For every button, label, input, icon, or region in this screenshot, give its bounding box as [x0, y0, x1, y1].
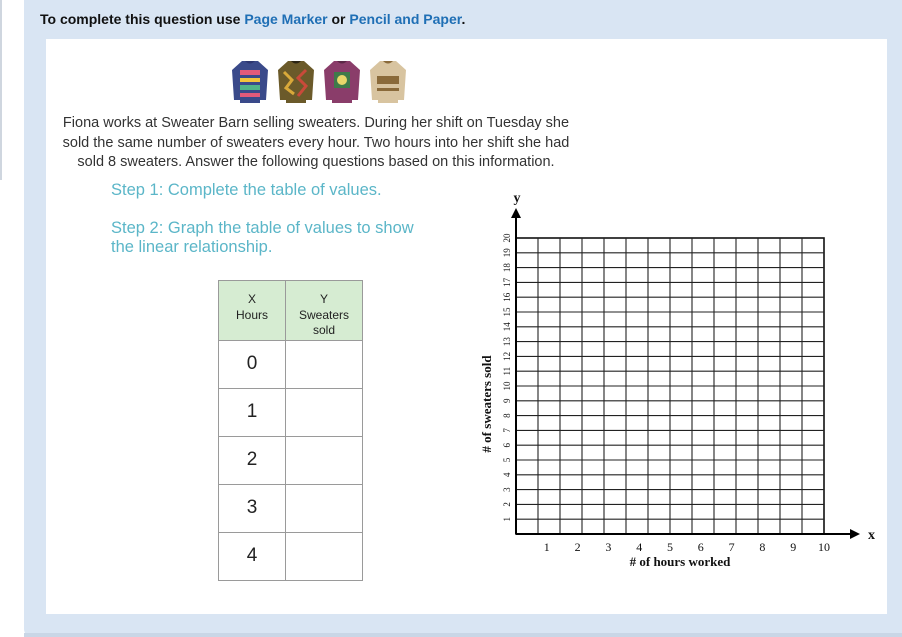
left-edge [0, 0, 2, 180]
instruction-prefix: To complete this question use [40, 11, 245, 27]
instruction-suffix: . [461, 11, 466, 27]
y-tick-label: 8 [502, 413, 512, 418]
step-2-text [111, 219, 451, 257]
instruction-middle: or [327, 11, 350, 27]
step-2-line-2: the linear relationship. [111, 238, 273, 256]
y-tick-label: 15 [502, 307, 512, 317]
x-tick-label: 9 [790, 540, 797, 554]
y-tick-label: 17 [502, 277, 512, 287]
x-tick-label: 3 [605, 540, 612, 554]
y-column-header [286, 281, 363, 341]
y-header-label-1: Sweaters [298, 307, 350, 322]
x-axis-title: # of hours worked [629, 554, 731, 569]
y-axis-arrow-icon [511, 208, 521, 218]
x-tick-label: 1 [543, 540, 550, 554]
y-tick-label: 16 [502, 292, 512, 302]
y-tick-label: 13 [502, 337, 512, 347]
y-tick-label: 2 [502, 502, 512, 507]
x-value-cell: 0 [219, 340, 286, 388]
table-row [219, 532, 363, 580]
sweater-4-icon [368, 58, 408, 104]
y-value-cell[interactable] [286, 436, 363, 484]
x-value-cell: 2 [219, 436, 286, 484]
sweater-1-icon [230, 58, 270, 104]
y-axis-letter: y [513, 191, 521, 206]
y-value-cell[interactable] [286, 340, 363, 388]
y-header-letter: Y [319, 292, 328, 306]
x-axis-arrow-icon [850, 529, 860, 539]
step-1-text: Step 1: Complete the table of values. [111, 181, 382, 199]
y-header-label-2: sold [312, 323, 335, 337]
table-row [219, 436, 363, 484]
coordinate-graph[interactable] [470, 188, 875, 588]
x-header-label: Hours [235, 307, 268, 322]
y-tick-label: 3 [502, 487, 512, 492]
table-row [219, 340, 363, 388]
sweater-images [230, 58, 405, 104]
x-axis-letter: x [868, 528, 875, 543]
x-value-cell: 4 [219, 532, 286, 580]
pencil-and-paper-link[interactable]: Pencil and Paper [349, 11, 462, 27]
y-tick-label: 19 [502, 248, 512, 258]
y-tick-label: 1 [502, 516, 512, 522]
y-tick-label: 11 [502, 366, 512, 376]
table-row [219, 388, 363, 436]
sweater-2-icon [276, 58, 316, 104]
problem-text [52, 114, 580, 173]
x-tick-label: 10 [818, 540, 830, 554]
problem-line-1: Fiona works at Sweater Barn selling sweaters. During her shift on Tuesday she [62, 115, 570, 131]
y-value-cell[interactable] [286, 484, 363, 532]
y-tick-label: 5 [502, 457, 512, 463]
y-tick-label: 9 [502, 398, 512, 404]
x-column-header [219, 281, 286, 341]
x-value-cell: 1 [219, 388, 286, 436]
table-row [219, 484, 363, 532]
y-tick-label: 18 [502, 263, 512, 273]
instruction-line [40, 11, 465, 27]
x-tick-label: 6 [697, 540, 704, 554]
sweater-3-icon [322, 58, 362, 104]
y-axis-title: # of sweaters sold [479, 355, 494, 453]
page-marker-link[interactable]: Page Marker [244, 11, 328, 27]
y-tick-label: 4 [502, 472, 512, 478]
y-tick-label: 12 [502, 351, 512, 361]
x-tick-label: 7 [728, 540, 735, 554]
step-2-line-1: Step 2: Graph the table of values to show [111, 219, 414, 237]
bottom-divider [24, 633, 902, 637]
x-tick-label: 2 [574, 540, 581, 554]
x-tick-label: 8 [759, 540, 766, 554]
y-tick-label: 14 [502, 322, 512, 332]
x-tick-label: 4 [636, 540, 643, 554]
x-tick-label: 5 [667, 540, 673, 554]
table-of-values [218, 280, 363, 581]
y-tick-label: 10 [502, 381, 512, 391]
y-value-cell[interactable] [286, 532, 363, 580]
y-value-cell[interactable] [286, 388, 363, 436]
y-tick-label: 20 [502, 233, 512, 243]
x-header-letter: X [247, 292, 256, 306]
y-tick-label: 6 [502, 442, 512, 448]
y-tick-label: 7 [502, 428, 512, 433]
problem-line-3: sold 8 sweaters. Answer the following questions based on this information. [77, 154, 555, 170]
x-value-cell: 3 [219, 484, 286, 532]
problem-line-2: sold the same number of sweaters every hour. Two hours into her shift she had [62, 134, 570, 151]
